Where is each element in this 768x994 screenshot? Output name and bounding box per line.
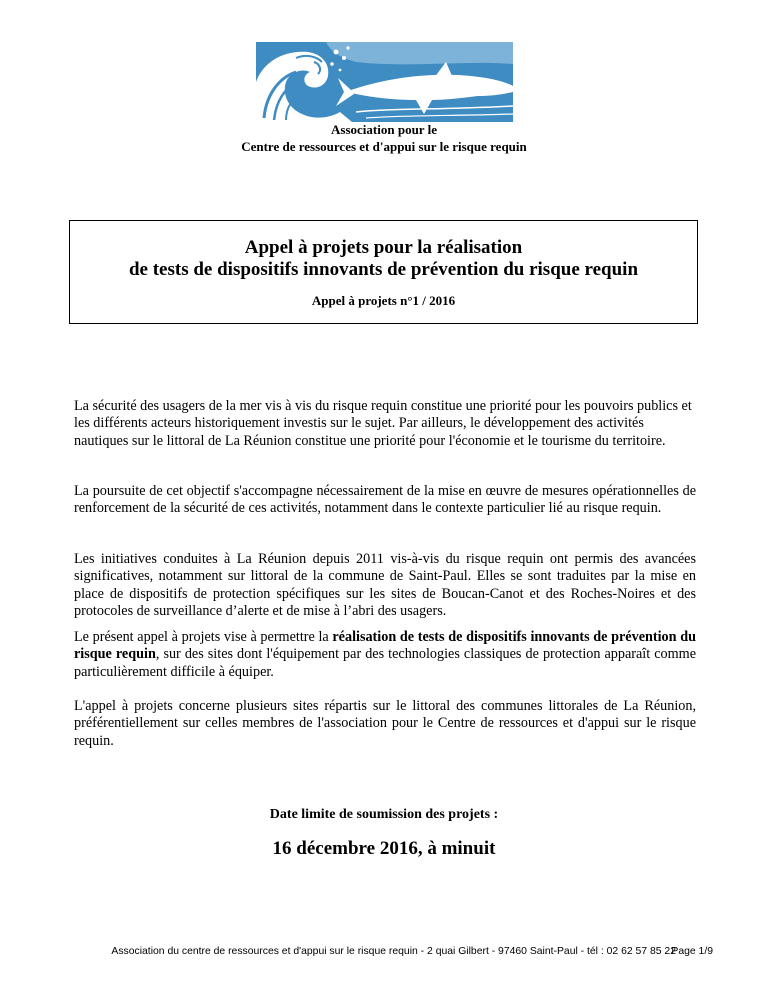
paragraph-4-emphasis: réalisation de tests de dispositifs innovants de prévention du risque requin — [74, 629, 696, 663]
page-number: Page 1/9 — [671, 946, 713, 957]
shark-wave-logo — [256, 42, 513, 122]
paragraph-4-rest: , sur des sites dont l'équipement par des technologies classiques de protection apparaît comme particulièrement difficile à équiper. — [74, 646, 696, 680]
paragraph-5: L'appel à projets concerne plusieurs sites répartis sur le littoral des communes littorales de La Réunion, préférentiellement sur celles membres de l'association pour le Centre de ressources et d'appui sur le risque requin. — [74, 698, 696, 749]
deadline-date: 16 décembre 2016, à minuit — [272, 838, 496, 859]
paragraph-2: La poursuite de cet objectif s'accompagne nécessairement de la mise en œuvre de mesures opérationnelles de renforcement de la sécurité de ces activités, notamment dans le contexte particulier lié au risque requin. — [74, 483, 696, 517]
org-name-line1: Association pour le — [331, 122, 437, 137]
call-number: Appel à projets n°1 / 2016 — [311, 293, 456, 308]
paragraph-4 — [74, 629, 696, 681]
footer-address: Association du centre de ressources et d'appui sur le risque requin - 2 quai Gilbert - 97460 Saint-Paul - tél : 02 62 57 85 22 — [111, 946, 676, 957]
deadline-label: Date limite de soumission des projets : — [269, 807, 499, 822]
call-title-line1: Appel à projets pour la réalisation — [244, 237, 523, 258]
paragraph-4-intro: Le présent appel à projets vise à permettre la — [74, 629, 333, 645]
paragraph-3: Les initiatives conduites à La Réunion depuis 2011 vis-à-vis du risque requin ont permis des avancées significatives, notamment sur littoral de la commune de Saint-Paul. Elles se sont traduites par la mise en place de dispositifs de protection spécifiques sur les sites de Boucan-Canot et des Roches-Noires et des protocoles de surveillance d’alerte et de mise à l’abri des usagers. — [74, 551, 696, 619]
org-name-line2: Centre de ressources et d'appui sur le risque requin — [241, 139, 527, 154]
call-title-line2: de tests de dispositifs innovants de prévention du risque requin — [128, 259, 639, 280]
paragraph-1: La sécurité des usagers de la mer vis à vis du risque requin constitue une priorité pour les pouvoirs publics et les différents acteurs historiquement investis sur le sujet. Par ailleurs, le développement des activités nautiques sur le littoral de La Réunion constitue une priorité pour l'économie et le tourisme du territoire. — [74, 398, 692, 449]
title-box — [69, 220, 698, 324]
